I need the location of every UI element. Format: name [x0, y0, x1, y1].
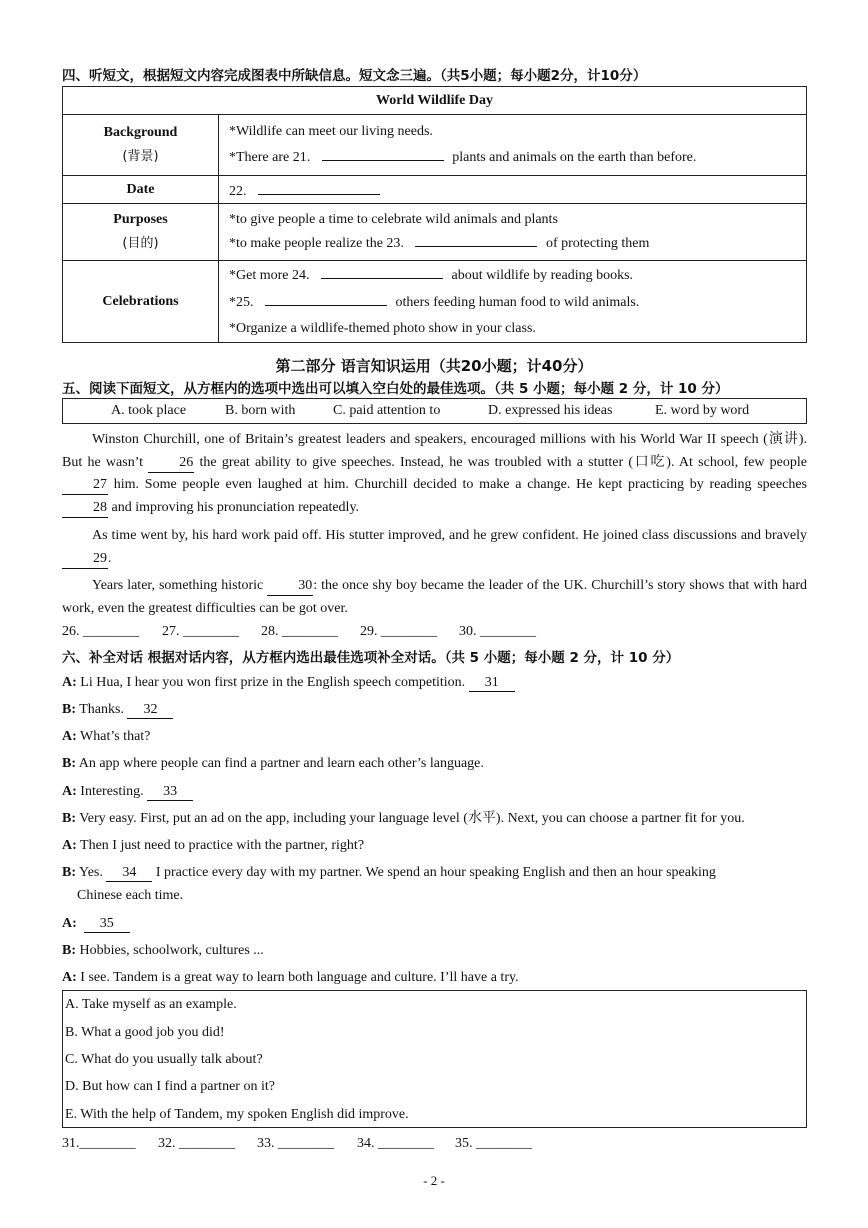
p1-part-a: Winston Churchill, one of Britain’s greatest leaders and speakers, encouraged millions with his World War II speech (演讲). But he wasn’t: [62, 432, 807, 470]
line-6-text: Very easy. First, put an ad on the app, including your language level (水平). Next, you can choose a partner fit for you.: [79, 811, 745, 826]
celebrations-line-1: [229, 262, 796, 289]
dialogue-line-6: [62, 808, 807, 830]
page-number: - 2 -: [423, 1173, 445, 1188]
option-d: D. expressed his ideas: [488, 403, 613, 418]
answer-34[interactable]: 34. ________: [357, 1136, 434, 1151]
line-11-text: I see. Tandem is a great way to learn both language and culture. I’ll have a try.: [80, 970, 519, 985]
line-8-pre: Yes.: [78, 865, 103, 880]
p3-part-b: : the once shy boy became the leader of the UK. Churchill’s story shows that with hard work, even the greatest difficulties can be got over.: [62, 578, 807, 616]
blank-30[interactable]: 30: [267, 577, 313, 596]
blank-26[interactable]: 26: [148, 454, 194, 473]
dialogue-line-3: [62, 726, 807, 748]
section4-heading: 四、听短文，根据短文内容完成图表中所缺信息。短文念三遍。（共5小题；每小题2分，计10分）: [62, 68, 647, 84]
line-3-text: What’s that?: [80, 729, 151, 744]
dialogue-line-2: [62, 699, 807, 721]
answer-35[interactable]: 35. ________: [455, 1136, 532, 1151]
purposes-line-2-pre: *to make people realize the 23.: [229, 236, 404, 251]
blank-33[interactable]: 33: [147, 784, 193, 801]
speaker-a: A:: [62, 916, 77, 931]
celebrations-line-1-post: about wildlife by reading books.: [451, 267, 634, 283]
dialogue-line-8-cont: Chinese each time.: [77, 888, 184, 903]
answer-33[interactable]: 33. ________: [257, 1136, 334, 1151]
purposes-content: [219, 204, 807, 261]
choice-b: B. What a good job you did!: [65, 1025, 225, 1040]
blank-31[interactable]: 31: [469, 675, 515, 692]
speaker-b: B:: [62, 811, 76, 826]
section6-choices-box: [62, 990, 807, 1128]
purposes-label: Purposes: [113, 212, 168, 227]
section5-heading: 五、阅读下面短文，从方框内的选项中选出可以填入空白处的最佳选项。（共 5 小题；每小题 2 分，计 10 分）: [62, 381, 729, 397]
wildlife-day-table: [62, 86, 807, 343]
p2-part-a: As time went by, his hard work paid off. His stutter improved, and he grew confident. He joined class discussions and bravely: [92, 528, 807, 543]
date-content: [219, 176, 807, 204]
p3-part-a: Years later, something historic: [92, 578, 268, 593]
speaker-a: A:: [62, 838, 77, 853]
date-label: Date: [63, 176, 219, 204]
blank-21[interactable]: [322, 146, 444, 161]
background-label-cell: [63, 115, 219, 176]
p1-part-b: the great ability to give speeches. Instead, he was troubled with a stutter (口吃). At school, few people: [194, 454, 807, 470]
choice-e: E. With the help of Tandem, my spoken English did improve.: [65, 1107, 409, 1122]
speaker-a: A:: [62, 729, 77, 744]
celebrations-line-2-pre: *25.: [229, 294, 254, 310]
answer-28[interactable]: 28. ________: [261, 624, 338, 639]
line-8-post: I practice every day with my partner. We spend an hour speaking English and then an hour speaking: [155, 865, 716, 880]
purposes-line-2: [229, 232, 796, 256]
line-1-text: Li Hua, I hear you won first prize in the English speech competition.: [80, 675, 466, 690]
table-title: World Wildlife Day: [63, 87, 807, 115]
celebrations-line-2-post: others feeding human food to wild animals.: [395, 294, 640, 310]
part2-title: 第二部分 语言知识运用（共20小题；计40分）: [275, 357, 593, 375]
speaker-b: B:: [62, 702, 76, 717]
speaker-b: B:: [62, 756, 76, 771]
blank-25[interactable]: [265, 291, 387, 306]
purposes-cn-label: (目的): [122, 236, 159, 251]
passage-paragraph-1: [62, 429, 807, 519]
choice-c: C. What do you usually talk about?: [65, 1052, 263, 1067]
date-line: 22.: [229, 183, 247, 199]
line-5-text: Interesting.: [80, 784, 144, 799]
passage-paragraph-2: [62, 525, 807, 570]
dialogue-line-1: [62, 672, 807, 694]
option-b: B. born with: [225, 403, 296, 418]
dialogue-line-7: [62, 835, 807, 857]
background-line-1: *Wildlife can meet our living needs.: [229, 124, 433, 139]
speaker-b: B:: [62, 943, 76, 958]
speaker-a: A:: [62, 970, 77, 985]
dialogue-line-5: [62, 781, 807, 803]
passage-paragraph-3: [62, 575, 807, 620]
purposes-line-1: *to give people a time to celebrate wild animals and plants: [229, 212, 558, 227]
answer-27[interactable]: 27. ________: [162, 624, 239, 639]
choice-a: A. Take myself as an example.: [65, 997, 237, 1012]
background-content: [219, 115, 807, 176]
blank-22[interactable]: [258, 180, 380, 195]
celebrations-line-1-pre: *Get more 24.: [229, 267, 310, 283]
line-4-text: An app where people can find a partner and learn each other’s language.: [78, 756, 484, 771]
blank-34[interactable]: 34: [106, 865, 152, 882]
p1-part-d: and improving his pronunciation repeatedly.: [108, 499, 360, 515]
blank-29[interactable]: 29: [62, 550, 108, 569]
purposes-label-cell: [63, 204, 219, 261]
celebrations-line-3: *Organize a wildlife-themed photo show in your class.: [229, 320, 536, 336]
background-label: Background: [103, 125, 178, 140]
option-c: C. paid attention to: [333, 403, 441, 418]
answer-32[interactable]: 32. ________: [158, 1136, 235, 1151]
blank-35[interactable]: 35: [84, 916, 130, 933]
celebrations-line-2: [229, 289, 796, 316]
blank-28[interactable]: 28: [62, 499, 108, 518]
section5-options-box: [62, 398, 807, 424]
background-cn-label: (背景): [122, 149, 159, 164]
speaker-a: A:: [62, 784, 77, 799]
section6-heading: 六、补全对话 根据对话内容，从方框内选出最佳选项补全对话。（共 5 小题；每小题 2 分，计 10 分）: [62, 650, 680, 666]
background-line-2-post: plants and animals on the earth than before.: [452, 150, 697, 165]
choice-d: D. But how can I find a partner on it?: [65, 1079, 275, 1094]
line-7-text: Then I just need to practice with the partner, right?: [80, 838, 365, 853]
speaker-a: A:: [62, 675, 77, 690]
answer-29[interactable]: 29. ________: [360, 624, 437, 639]
line-10-text: Hobbies, schoolwork, cultures ...: [79, 943, 264, 958]
option-a: A. took place: [111, 403, 187, 418]
answer-26[interactable]: 26. ________: [62, 624, 139, 639]
background-line-2: [229, 145, 796, 171]
purposes-line-2-post: of protecting them: [545, 236, 650, 251]
blank-32[interactable]: 32: [127, 702, 173, 719]
dialogue-line-10: [62, 940, 807, 962]
p1-part-c: him. Some people even laughed at him. Churchill decided to make a change. He kept practicing by reading speeches: [108, 477, 807, 492]
dialogue-line-9: [62, 913, 807, 935]
blank-24[interactable]: [321, 264, 443, 279]
dialogue-line-8: [62, 862, 807, 884]
speaker-b: B:: [62, 865, 76, 880]
line-2-text: Thanks.: [79, 702, 124, 717]
blank-27[interactable]: 27: [62, 476, 108, 495]
dialogue-line-11: [62, 967, 807, 989]
dialogue-line-4: [62, 753, 807, 775]
celebrations-label: Celebrations: [63, 261, 219, 343]
answer-30[interactable]: 30. ________: [459, 624, 536, 639]
p2-part-b: .: [108, 550, 112, 566]
background-line-2-pre: *There are 21.: [229, 150, 311, 165]
celebrations-content: [219, 261, 807, 343]
answer-31[interactable]: 31.________: [62, 1136, 136, 1151]
blank-23[interactable]: [415, 232, 537, 247]
option-e: E. word by word: [655, 403, 750, 418]
